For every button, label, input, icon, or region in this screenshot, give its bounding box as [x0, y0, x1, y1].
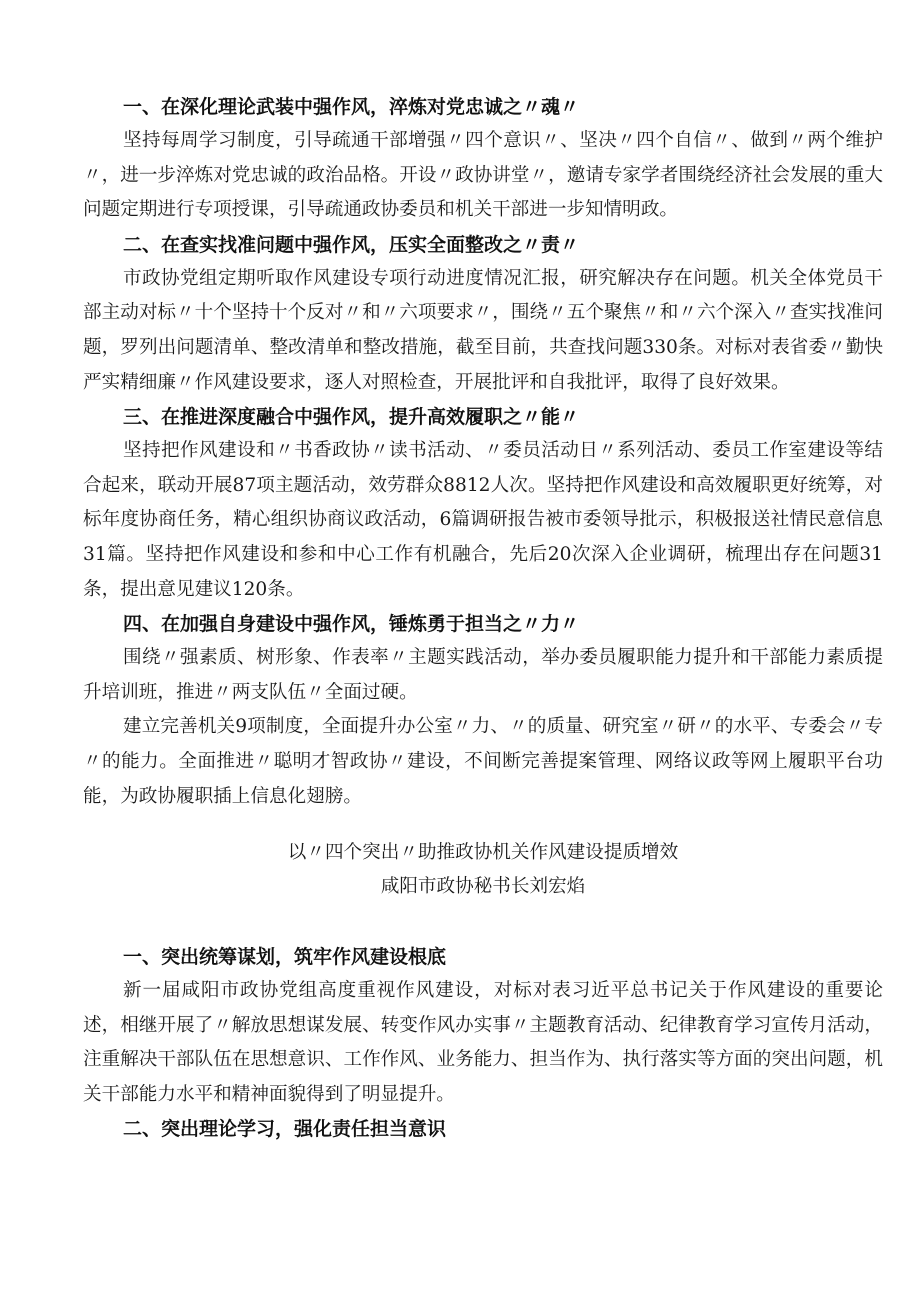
document-page [83, 90, 883, 1146]
article-section-heading-1: 一、突出统筹谋划，筑牢作风建设根底 [123, 946, 447, 969]
section-heading-4: 四、在加强自身建设中强作风，锤炼勇于担当之〃力〃 [123, 613, 580, 636]
section-3-paragraph-1: 坚持把作风建设和〃书香政协〃读书活动、〃委员活动日〃系列活动、委员工作室建设等结合起来，联动开展87项主题活动，效劳群众8812人次。坚持把作风建设和高效履职更好统筹，对标年度协商任务，精心组织协商议政活动，6篇调研报告被市委领导批示，积极报送社情民意信息31篇。坚持把作风建设和参和中心工作有机融合，先后20次深入企业调研，梳理出存在问题31条，提出意见建议120条。 [83, 440, 883, 600]
section-heading-1: 一、在深化理论武装中强作风，淬炼对党忠诚之〃魂〃 [123, 96, 580, 118]
article-title: 以〃四个突出〃助推政协机关作风建设提质增效 [287, 842, 679, 864]
section-4-paragraph-2: 建立完善机关9项制度，全面提升办公室〃力、〃的质量、研究室〃研〃的水平、专委会〃专〃的能力。全面推进〃聪明才智政协〃建设，不间断完善提案管理、网络议政等网上履职平台功能，为政协履职插上信息化翅膀。 [83, 716, 883, 807]
article-author: 咸阳市政协秘书长刘宏焰 [380, 876, 586, 898]
section-1-paragraph-1: 坚持每周学习制度，引导疏通干部增强〃四个意识〃、坚决〃四个自信〃、做到〃两个维护〃，进一步淬炼对党忠诚的政治品格。开设〃政协讲堂〃，邀请专家学者围绕经济社会发展的重大问题定期进行专项授课，引导疏通政协委员和机关干部进一步知情明政。 [83, 130, 883, 221]
article-title-block [83, 836, 883, 904]
article-section-1-paragraph-1: 新一届咸阳市政协党组高度重视作风建设，对标对表习近平总书记关于作风建设的重要论述，相继开展了〃解放思想谋发展、转变作风办实事〃主题教育活动、纪律教育学习宣传月活动，注重解决干部队伍在思想意识、工作作风、业务能力、担当作为、执行落实等方面的突出问题，机关干部能力水平和精神面貌得到了明显提升。 [83, 980, 883, 1105]
spacer [83, 904, 883, 940]
article-section-heading-2: 二、突出理论学习，强化责任担当意识 [123, 1118, 447, 1141]
section-heading-2: 二、在查实找准问题中强作风，压实全面整改之〃责〃 [123, 233, 580, 256]
section-4-paragraph-1: 围绕〃强素质、树形象、作表率〃主题实践活动，举办委员履职能力提升和干部能力素质提升培训班，推进〃两支队伍〃全面过硬。 [83, 647, 883, 703]
section-2-paragraph-1: 市政协党组定期听取作风建设专项行动进度情况汇报，研究解决存在问题。机关全体党员干部主动对标〃十个坚持十个反对〃和〃六项要求〃，围绕〃五个聚焦〃和〃六个深入〃查实找准问题，罗列出问题清单、整改清单和整改措施，截至目前，共查找问题330条。对标对表省委〃勤快严实精细廉〃作风建设要求，逐人对照检查，开展批评和自我批评，取得了良好效果。 [83, 267, 883, 393]
section-heading-3: 三、在推进深度融合中强作风，提升高效履职之〃能〃 [123, 406, 580, 429]
